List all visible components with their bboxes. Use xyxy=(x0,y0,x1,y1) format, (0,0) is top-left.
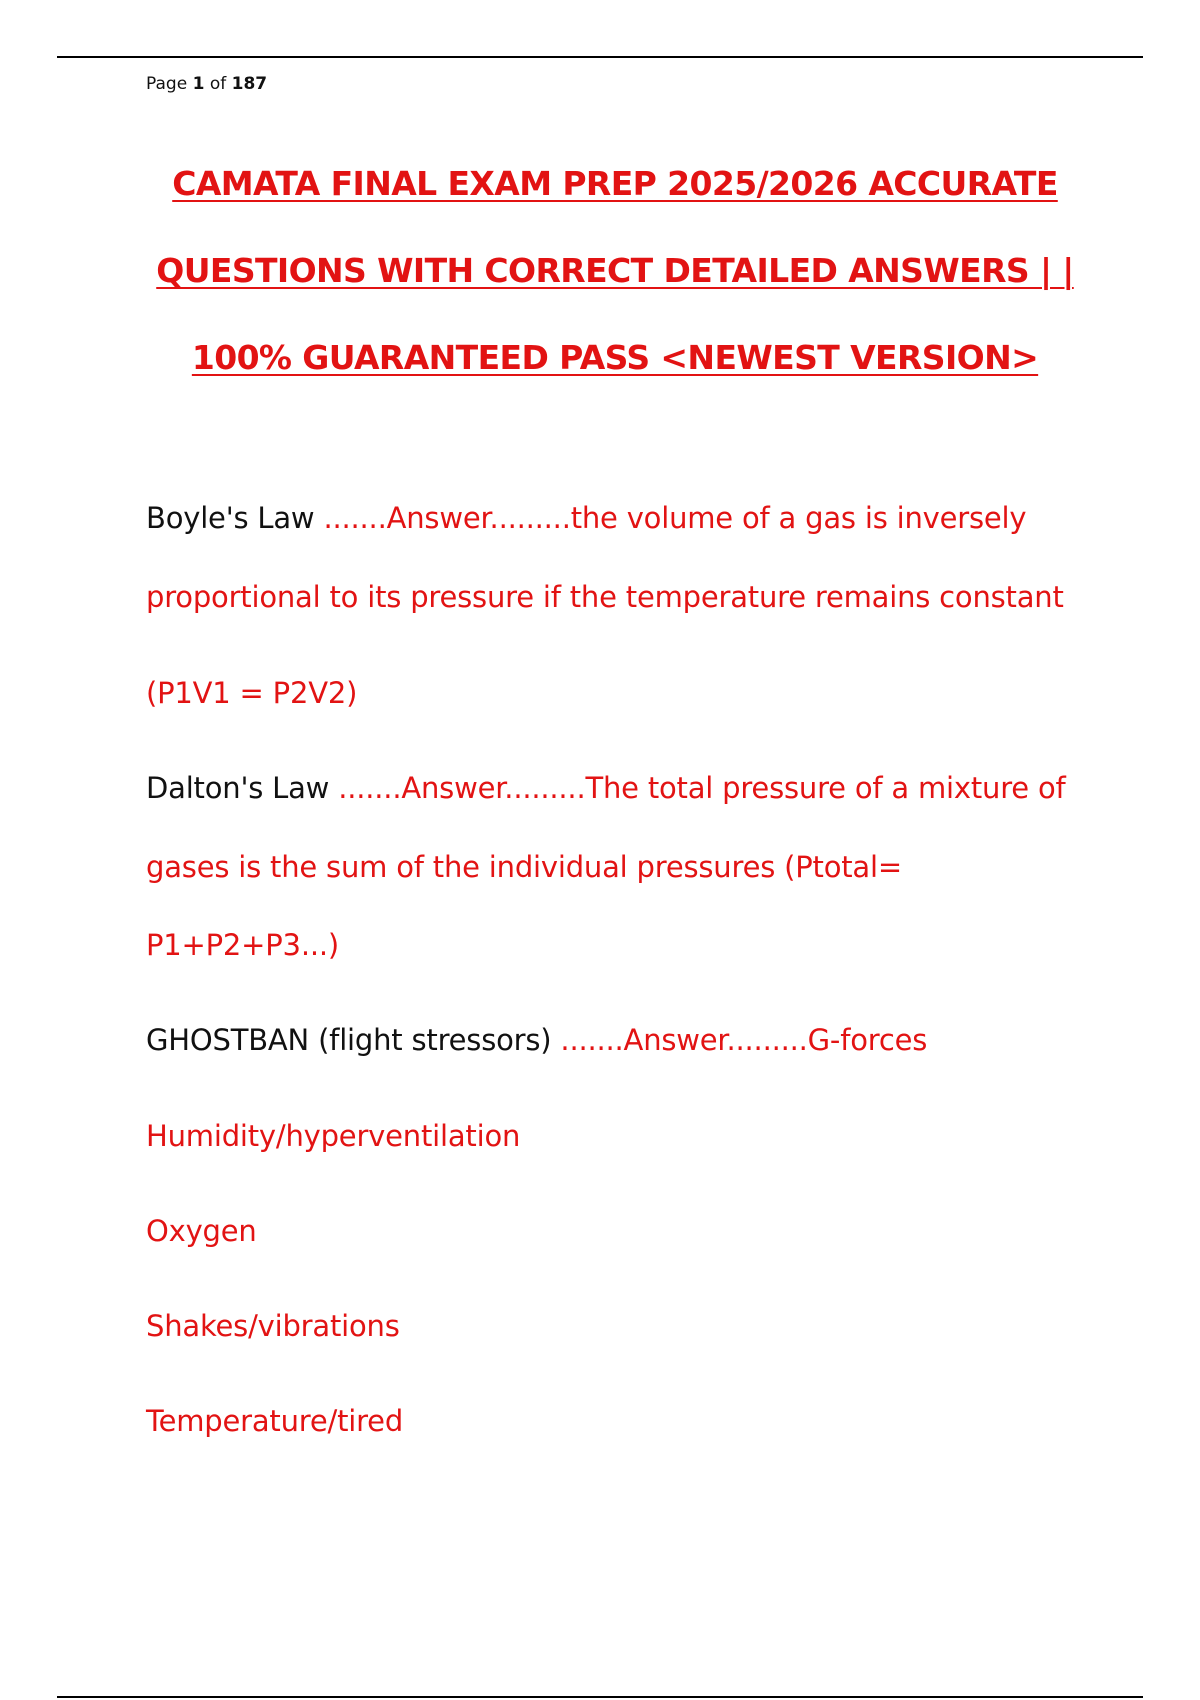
entry-daltons-law-line-3: P1+P2+P3...) xyxy=(146,928,339,962)
entry-boyles-law-line-3: (P1V1 = P2V2) xyxy=(146,676,358,710)
document-title xyxy=(110,140,1120,401)
entry-ghostban-line-3: Oxygen xyxy=(146,1214,257,1248)
page-total: 187 xyxy=(231,74,268,94)
page-current: 1 xyxy=(192,74,205,94)
page-prefix: Page xyxy=(146,74,188,94)
entry-ghostban-line-2: Humidity/hyperventilation xyxy=(146,1119,521,1153)
entry-ghostban-line-1 xyxy=(146,1022,927,1058)
title-line-1: CAMATA FINAL EXAM PREP 2025/2026 ACCURATE xyxy=(172,164,1058,203)
entry-answer: .......Answer.........G-forces xyxy=(560,1023,928,1057)
entry-answer: .......Answer.........The total pressure of a mixture of xyxy=(338,771,1066,805)
entry-daltons-law-line-2: gases is the sum of the individual pressures (Ptotal= xyxy=(146,850,902,884)
entry-term: Boyle's Law xyxy=(146,501,324,535)
entry-answer: .......Answer.........the volume of a gas is inversely xyxy=(323,501,1027,535)
bottom-rule xyxy=(57,1696,1143,1698)
title-line-3: 100% GUARANTEED PASS <NEWEST VERSION> xyxy=(191,338,1039,377)
page-of: of xyxy=(209,74,227,94)
entry-term: GHOSTBAN (flight stressors) xyxy=(146,1023,561,1057)
entry-term: Dalton's Law xyxy=(146,771,339,805)
entry-ghostban-line-4: Shakes/vibrations xyxy=(146,1309,400,1343)
title-line-2: QUESTIONS WITH CORRECT DETAILED ANSWERS | | xyxy=(156,251,1074,290)
entry-boyles-law-line-1 xyxy=(146,500,1026,536)
entry-daltons-law-line-1 xyxy=(146,770,1066,806)
page-number xyxy=(146,73,267,95)
entry-boyles-law-line-2: proportional to its pressure if the temperature remains constant xyxy=(146,580,1064,614)
top-rule xyxy=(57,56,1143,58)
entry-ghostban-line-5: Temperature/tired xyxy=(146,1404,404,1438)
